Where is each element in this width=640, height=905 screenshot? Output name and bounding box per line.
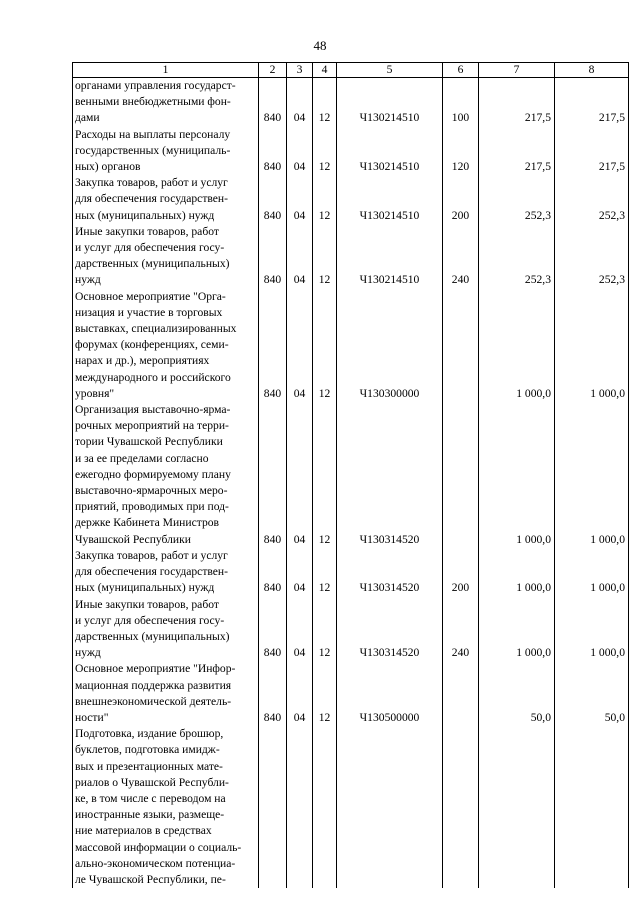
subsection-code: 12 — [313, 127, 337, 176]
amount-column-8: 1 000,0 — [555, 289, 629, 402]
section-code — [287, 726, 313, 888]
ministry-code: 840 — [259, 289, 287, 402]
table-row — [73, 175, 629, 224]
amount-column-8: 217,5 — [555, 78, 629, 127]
expense-type-code: 240 — [443, 224, 479, 289]
amount-column-8: 50,0 — [555, 661, 629, 726]
description-line: и услуг для обеспечения госу- — [75, 613, 225, 627]
section-code: 04 — [287, 548, 313, 597]
section-code: 04 — [287, 127, 313, 176]
description-line: Основное мероприятие "Инфор- — [75, 662, 236, 676]
table-row — [73, 661, 629, 726]
description-line: и услуг для обеспечения госу- — [75, 241, 225, 255]
description-line: мационная поддержка развития — [75, 678, 232, 692]
description-line: ально-экономическом потенциа- — [75, 856, 236, 870]
column-header-4: 4 — [313, 63, 337, 78]
description-line: ных (муниципальных) нужд — [75, 208, 215, 222]
target-article-code — [337, 726, 443, 888]
ministry-code — [259, 726, 287, 888]
description-line: уровня" — [75, 386, 115, 400]
row-description — [73, 726, 259, 888]
subsection-code — [313, 726, 337, 888]
table-row — [73, 402, 629, 548]
description-line: иностранные языки, размеще- — [75, 808, 225, 822]
expense-type-code: 100 — [443, 78, 479, 127]
section-code: 04 — [287, 289, 313, 402]
description-line: выставках, специализированных — [75, 322, 237, 336]
expense-type-code — [443, 661, 479, 726]
description-line: Подготовка, издание брошюр, — [75, 727, 224, 741]
row-description — [73, 175, 259, 224]
description-line: ежегодно формируемому плану — [75, 467, 231, 481]
section-code: 04 — [287, 402, 313, 548]
header-row — [73, 63, 629, 78]
expense-type-code — [443, 726, 479, 888]
section-code: 04 — [287, 597, 313, 662]
target-article-code: Ч130314520 — [337, 402, 443, 548]
description-line: выставочно-ярмарочных меро- — [75, 484, 228, 498]
column-header-1: 1 — [73, 63, 259, 78]
description-line: Закупка товаров, работ и услуг — [75, 548, 228, 562]
amount-column-8: 1 000,0 — [555, 597, 629, 662]
ministry-code: 840 — [259, 224, 287, 289]
column-header-5: 5 — [337, 63, 443, 78]
ministry-code: 840 — [259, 402, 287, 548]
amount-column-7 — [479, 726, 555, 888]
expense-type-code: 120 — [443, 127, 479, 176]
description-line: вых и презентационных мате- — [75, 759, 223, 773]
amount-column-7: 1 000,0 — [479, 289, 555, 402]
subsection-code: 12 — [313, 402, 337, 548]
amount-column-8: 1 000,0 — [555, 548, 629, 597]
description-line: Иные закупки товаров, работ — [75, 224, 219, 238]
description-line: Организация выставочно-ярма- — [75, 403, 231, 417]
expense-type-code — [443, 289, 479, 402]
description-line: Чувашской Республики — [75, 532, 191, 546]
subsection-code: 12 — [313, 289, 337, 402]
target-article-code: Ч130300000 — [337, 289, 443, 402]
subsection-code: 12 — [313, 661, 337, 726]
row-description — [73, 78, 259, 127]
amount-column-8: 217,5 — [555, 127, 629, 176]
description-line: буклетов, подготовка имидж- — [75, 743, 220, 757]
description-line: нужд — [75, 646, 101, 660]
amount-column-7: 252,3 — [479, 224, 555, 289]
ministry-code: 840 — [259, 548, 287, 597]
amount-column-7: 217,5 — [479, 78, 555, 127]
page-number: 48 — [313, 38, 327, 53]
description-line: для обеспечения государствен- — [75, 565, 228, 579]
row-description — [73, 289, 259, 402]
column-header-2: 2 — [259, 63, 287, 78]
description-line: риалов о Чувашской Республи- — [75, 775, 229, 789]
row-description — [73, 224, 259, 289]
description-line: ных (муниципальных) нужд — [75, 581, 215, 595]
expense-type-code: 240 — [443, 597, 479, 662]
section-code: 04 — [287, 78, 313, 127]
table-row — [73, 224, 629, 289]
amount-column-7: 50,0 — [479, 661, 555, 726]
description-line: держке Кабинета Министров — [75, 516, 220, 530]
budget-table — [72, 62, 629, 888]
amount-column-8: 1 000,0 — [555, 402, 629, 548]
target-article-code: Ч130214510 — [337, 78, 443, 127]
description-line: тории Чувашской Республики — [75, 435, 223, 449]
ministry-code: 840 — [259, 597, 287, 662]
table-row — [73, 78, 629, 127]
amount-column-8: 252,3 — [555, 224, 629, 289]
column-header-7: 7 — [479, 63, 555, 78]
expense-type-code — [443, 402, 479, 548]
target-article-code: Ч130214510 — [337, 224, 443, 289]
description-line: внешнеэкономической деятель- — [75, 694, 232, 708]
amount-column-7: 1 000,0 — [479, 548, 555, 597]
description-line: для обеспечения государствен- — [75, 192, 228, 206]
description-line: ности" — [75, 710, 109, 724]
subsection-code: 12 — [313, 175, 337, 224]
description-line: Расходы на выплаты персоналу — [75, 127, 231, 141]
description-line: форумах (конференциях, семи- — [75, 338, 229, 352]
description-line: ле Чувашской Республики, пе- — [75, 872, 226, 886]
table-row — [73, 726, 629, 888]
amount-column-8: 252,3 — [555, 175, 629, 224]
table-row — [73, 597, 629, 662]
expense-type-code: 200 — [443, 548, 479, 597]
description-line: государственных (муниципаль- — [75, 143, 231, 157]
section-code: 04 — [287, 661, 313, 726]
description-line: Иные закупки товаров, работ — [75, 597, 219, 611]
row-description — [73, 548, 259, 597]
description-line: рочных мероприятий на терри- — [75, 419, 229, 433]
description-line: ных) органов — [75, 160, 141, 174]
subsection-code: 12 — [313, 597, 337, 662]
amount-column-7: 252,3 — [479, 175, 555, 224]
row-description — [73, 661, 259, 726]
table-row — [73, 289, 629, 402]
amount-column-7: 217,5 — [479, 127, 555, 176]
expense-type-code: 200 — [443, 175, 479, 224]
ministry-code: 840 — [259, 175, 287, 224]
section-code: 04 — [287, 224, 313, 289]
row-description — [73, 597, 259, 662]
section-code: 04 — [287, 175, 313, 224]
ministry-code: 840 — [259, 78, 287, 127]
description-line: массовой информации о социаль- — [75, 840, 242, 854]
description-line: венными внебюджетными фон- — [75, 95, 231, 109]
column-header-8: 8 — [555, 63, 629, 78]
description-line: ние материалов в средствах — [75, 824, 212, 838]
table-body — [73, 78, 629, 889]
target-article-code: Ч130314520 — [337, 597, 443, 662]
description-line: Закупка товаров, работ и услуг — [75, 176, 228, 190]
description-line: дарственных (муниципальных) — [75, 629, 230, 643]
amount-column-8 — [555, 726, 629, 888]
table-row — [73, 127, 629, 176]
target-article-code: Ч130214510 — [337, 175, 443, 224]
description-line: нарах и др.), мероприятиях — [75, 354, 210, 368]
description-line: и за ее пределами согласно — [75, 451, 209, 465]
target-article-code: Ч130214510 — [337, 127, 443, 176]
description-line: дами — [75, 111, 100, 125]
column-header-6: 6 — [443, 63, 479, 78]
description-line: международного и российского — [75, 370, 231, 384]
subsection-code: 12 — [313, 548, 337, 597]
target-article-code: Ч130314520 — [337, 548, 443, 597]
subsection-code: 12 — [313, 78, 337, 127]
row-description — [73, 402, 259, 548]
amount-column-7: 1 000,0 — [479, 597, 555, 662]
target-article-code: Ч130500000 — [337, 661, 443, 726]
ministry-code: 840 — [259, 127, 287, 176]
description-line: органами управления государст- — [75, 79, 236, 92]
description-line: ке, в том числе с переводом на — [75, 791, 226, 805]
description-line: Основное мероприятие "Орга- — [75, 289, 226, 303]
description-line: низация и участие в торговых — [75, 305, 223, 319]
ministry-code: 840 — [259, 661, 287, 726]
subsection-code: 12 — [313, 224, 337, 289]
description-line: приятий, проводимых при под- — [75, 500, 229, 514]
amount-column-7: 1 000,0 — [479, 402, 555, 548]
description-line: дарственных (муниципальных) — [75, 257, 230, 271]
column-header-3: 3 — [287, 63, 313, 78]
description-line: нужд — [75, 273, 101, 287]
row-description — [73, 127, 259, 176]
table-row — [73, 548, 629, 597]
